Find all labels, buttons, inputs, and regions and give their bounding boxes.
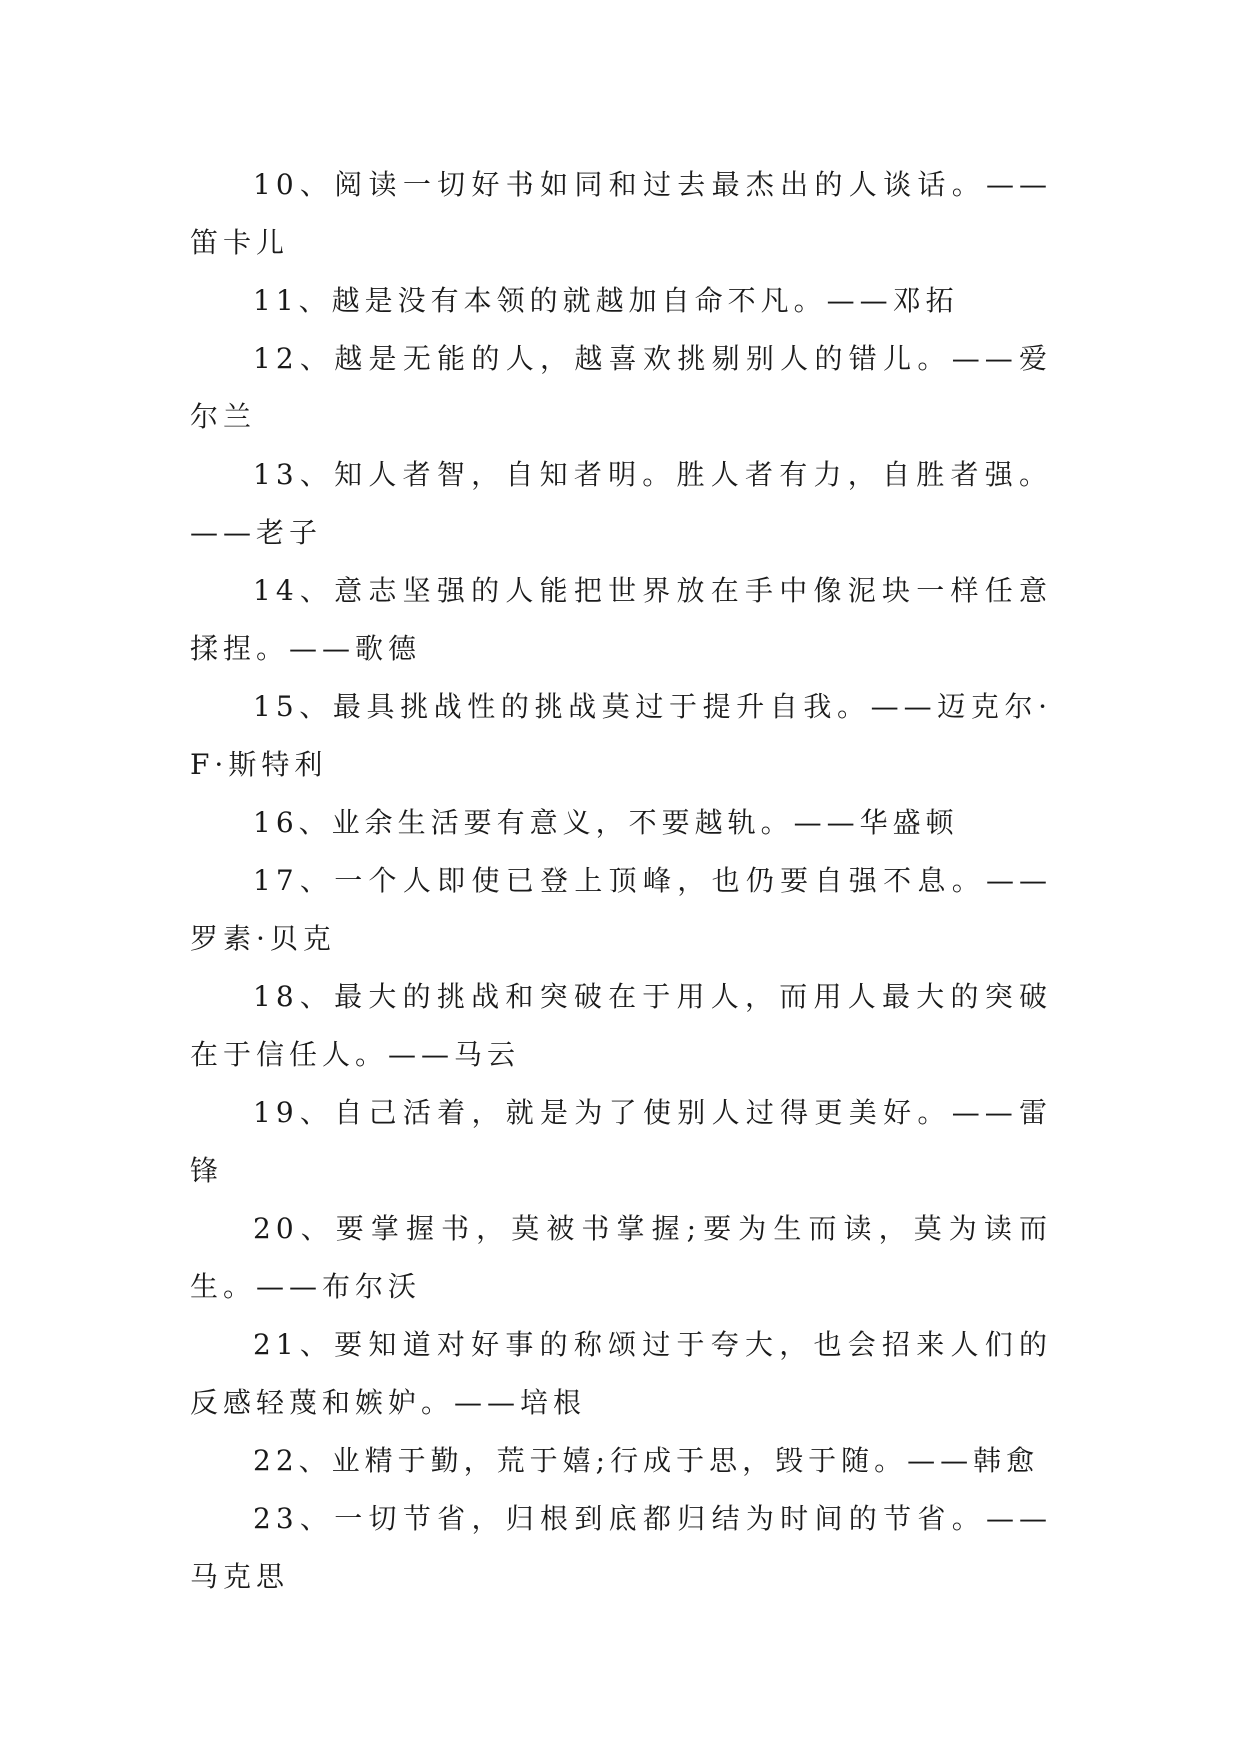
quote-13: 13、知人者智，自知者明。胜人者有力，自胜者强。——老子 bbox=[190, 458, 1052, 549]
quote-16: 16、业余生活要有意义，不要越轨。——华盛顿 bbox=[253, 806, 959, 839]
quote-10: 10、阅读一切好书如同和过去最杰出的人谈话。——笛卡儿 bbox=[190, 168, 1052, 259]
quote-20: 20、要掌握书，莫被书掌握;要为生而读，莫为读而生。——布尔沃 bbox=[190, 1212, 1052, 1303]
quote-12: 12、越是无能的人，越喜欢挑剔别人的错儿。——爱尔兰 bbox=[190, 342, 1052, 433]
quote-list bbox=[190, 156, 1052, 1606]
quote-21: 21、要知道对好事的称颂过于夸大，也会招来人们的反感轻蔑和嫉妒。——培根 bbox=[190, 1328, 1052, 1419]
quote-17: 17、一个人即使已登上顶峰，也仍要自强不息。——罗素·贝克 bbox=[190, 864, 1052, 955]
quote-18: 18、最大的挑战和突破在于用人，而用人最大的突破在于信任人。——马云 bbox=[190, 980, 1052, 1071]
quote-23: 23、一切节省，归根到底都归结为时间的节省。——马克思 bbox=[190, 1502, 1052, 1593]
quote-22: 22、业精于勤，荒于嬉;行成于思，毁于随。——韩愈 bbox=[253, 1444, 1040, 1477]
quote-11: 11、越是没有本领的就越加自命不凡。——邓拓 bbox=[253, 284, 959, 317]
quote-15: 15、最具挑战性的挑战莫过于提升自我。——迈克尔·F·斯特利 bbox=[190, 690, 1052, 781]
quote-19: 19、自己活着，就是为了使别人过得更美好。——雷锋 bbox=[190, 1096, 1052, 1187]
quote-14: 14、意志坚强的人能把世界放在手中像泥块一样任意揉捏。——歌德 bbox=[190, 574, 1052, 665]
